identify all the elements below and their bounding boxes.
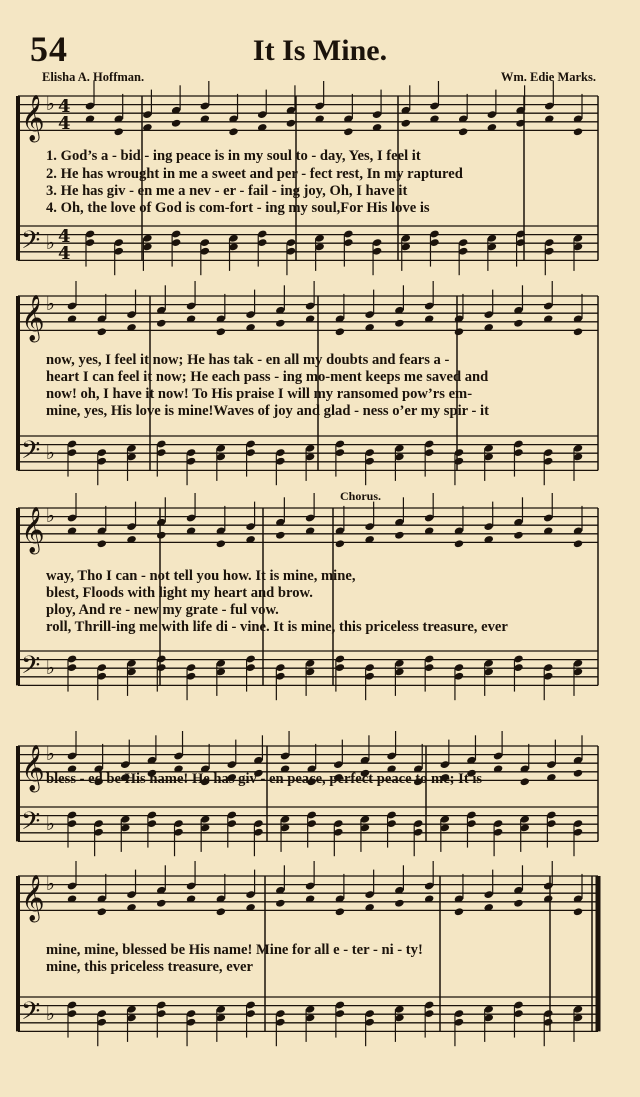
time-signature: 4 xyxy=(58,243,71,264)
note-head xyxy=(228,127,238,136)
bass-clef-icon: 𝄢 xyxy=(21,436,41,471)
composer-credit: Wm. Edie Marks. xyxy=(500,70,596,84)
flat-key-signature-icon: ♭ xyxy=(46,293,55,315)
lyric-line: mine, yes, His love is mine!Waves of joy and glad - ness o’er my spir - it xyxy=(46,403,489,419)
lyric-line: heart I can feel it now; He each pass - ing mo-ment keeps me saved and xyxy=(46,369,489,385)
bass-clef-icon: 𝄢 xyxy=(21,807,41,842)
lyric-line: 1. God’s a - bid - ing peace is in my soul to - day, Yes, I feel it xyxy=(46,148,421,164)
note-head xyxy=(394,899,404,908)
note-head xyxy=(458,127,468,136)
treble-clef-icon: 𝄞 xyxy=(21,875,45,921)
lyric-line: 3. He has giv - en me a nev - er - fail - ing joy, Oh, I have it xyxy=(46,183,408,199)
flat-key-signature-icon: ♭ xyxy=(46,232,55,254)
lyric-line: blest, Floods with light my heart and brow. xyxy=(46,585,313,601)
note-head xyxy=(343,127,353,136)
note-head xyxy=(520,777,530,786)
note-head xyxy=(113,127,123,136)
note-head xyxy=(394,319,404,328)
bass-clef-icon: 𝄢 xyxy=(21,997,41,1032)
hymn-number: 54 xyxy=(30,29,68,69)
lyric-line: now! oh, I have it now! To His praise I will my ransomed pow’rs em- xyxy=(46,386,473,402)
lyric-line: 2. He has wrought in me a sweet and per - fect rest, In my raptured xyxy=(46,166,463,182)
note-head xyxy=(275,531,285,540)
note-head xyxy=(275,899,285,908)
note-head xyxy=(216,907,226,916)
lyric-line: now, yes, I feel it now; He has tak - en all my doubts and fears a - xyxy=(46,352,450,368)
note-head xyxy=(156,899,166,908)
flat-key-signature-icon: ♭ xyxy=(46,813,55,835)
lyric-line: 4. Oh, the love of God is com-fort - ing my soul,For His love is xyxy=(46,200,430,216)
flat-key-signature-icon: ♭ xyxy=(46,442,55,464)
time-signature: 4 xyxy=(58,113,71,134)
note-head xyxy=(156,531,166,540)
note-head xyxy=(171,119,181,128)
flat-key-signature-icon: ♭ xyxy=(46,505,55,527)
note-head xyxy=(573,127,583,136)
hymn-title: It Is Mine. xyxy=(252,34,388,67)
chorus-label: Chorus. xyxy=(340,489,382,503)
note-head xyxy=(97,539,107,548)
note-head xyxy=(513,899,523,908)
treble-clef-icon: 𝄞 xyxy=(21,295,45,341)
note-head xyxy=(454,539,464,548)
time-signature: 4 xyxy=(58,96,71,117)
note-head xyxy=(97,327,107,336)
note-head xyxy=(335,327,345,336)
bass-clef-icon: 𝄢 xyxy=(21,651,41,686)
note-head xyxy=(275,319,285,328)
author-credit: Elisha A. Hoffman. xyxy=(42,70,145,84)
flat-key-signature-icon: ♭ xyxy=(46,657,55,679)
lyric-line: mine, mine, blessed be His name! Mine for all e - ter - ni - ty! xyxy=(46,942,423,958)
note-head xyxy=(97,907,107,916)
treble-clef-icon: 𝄞 xyxy=(21,95,45,141)
note-head xyxy=(573,539,583,548)
note-head xyxy=(573,907,583,916)
note-head xyxy=(573,769,583,778)
lyric-line: bless - ed be His name! He has giv - en peace, perfect peace to me; It is xyxy=(46,771,483,787)
note-head xyxy=(513,531,523,540)
note-head xyxy=(156,319,166,328)
note-head xyxy=(573,327,583,336)
time-signature: 4 xyxy=(58,226,71,247)
treble-clef-icon: 𝄞 xyxy=(21,745,45,791)
flat-key-signature-icon: ♭ xyxy=(46,873,55,895)
note-head xyxy=(454,907,464,916)
treble-clef-icon: 𝄞 xyxy=(21,507,45,553)
note-head xyxy=(216,327,226,336)
lyric-line: ploy, And re - new my grate - ful vow. xyxy=(46,602,279,618)
note-head xyxy=(286,119,296,128)
note-head xyxy=(335,907,345,916)
flat-key-signature-icon: ♭ xyxy=(46,1003,55,1025)
lyric-line: roll, Thrill-ing me with life di - vine. It is mine, this priceless treasure, ever xyxy=(46,619,508,635)
note-head xyxy=(401,119,411,128)
note-head xyxy=(335,539,345,548)
bass-clef-icon: 𝄢 xyxy=(21,226,41,261)
flat-key-signature-icon: ♭ xyxy=(46,743,55,765)
note-head xyxy=(454,327,464,336)
lyric-line: mine, this priceless treasure, ever xyxy=(46,959,253,975)
note-head xyxy=(513,319,523,328)
note-head xyxy=(394,531,404,540)
lyric-line: way, Tho I can - not tell you how. It is mine, mine, xyxy=(46,568,356,584)
note-head xyxy=(216,539,226,548)
flat-key-signature-icon: ♭ xyxy=(46,93,55,115)
